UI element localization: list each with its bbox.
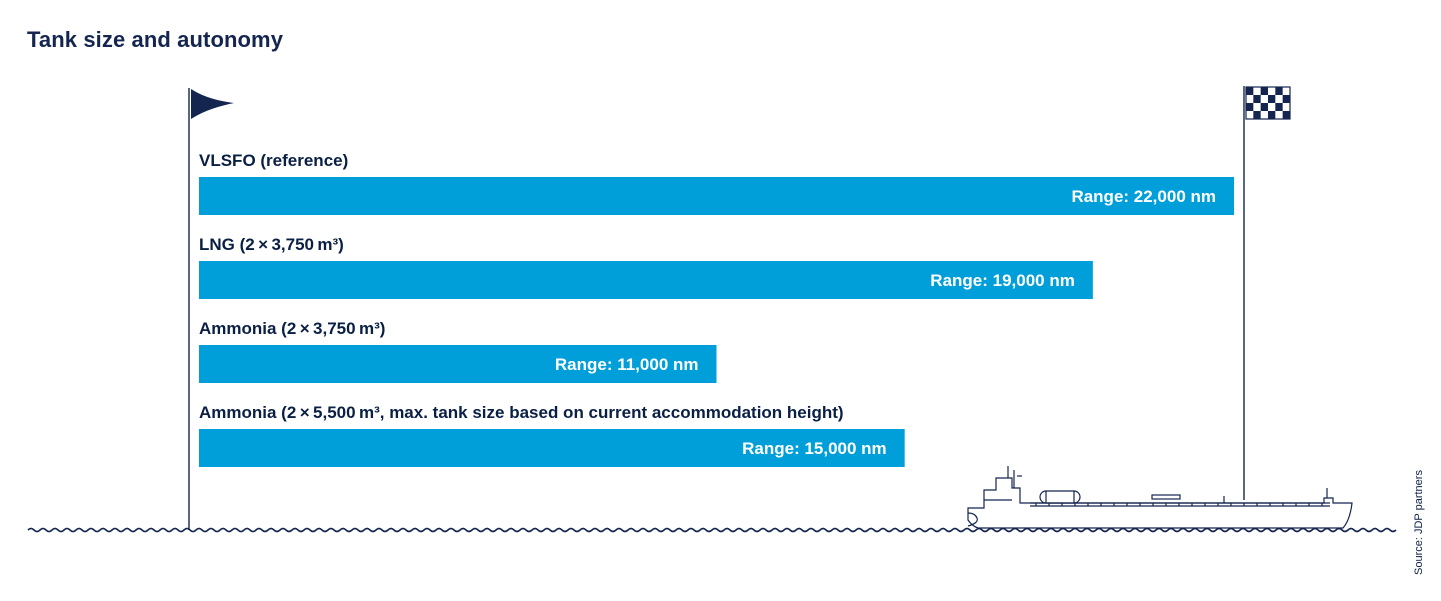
checker-square [1261, 87, 1268, 95]
checker-square [1261, 103, 1268, 111]
range-value-label: Range: 19,000 nm [930, 271, 1075, 290]
range-value-label: Range: 15,000 nm [742, 439, 887, 458]
checker-square [1246, 103, 1253, 111]
category-label: Ammonia (2 × 3,750 m³) [199, 319, 386, 338]
range-value-label: Range: 11,000 nm [554, 355, 699, 374]
checker-square [1253, 111, 1260, 119]
checker-square [1268, 95, 1275, 103]
category-label: Ammonia (2 × 5,500 m³, max. tank size based on current accommodation height) [199, 403, 844, 422]
checker-square [1246, 87, 1253, 95]
range-value-label: Range: 22,000 nm [1071, 187, 1216, 206]
category-label: LNG (2 × 3,750 m³) [199, 235, 344, 254]
checker-square [1253, 95, 1260, 103]
tanker-ship-icon [968, 466, 1352, 528]
checker-square [1275, 87, 1282, 95]
checker-square [1283, 95, 1290, 103]
checkered-finish-flag-icon [1244, 86, 1290, 500]
category-label: VLSFO (reference) [199, 151, 349, 170]
chart-title: Tank size and autonomy [27, 27, 284, 52]
checker-square [1275, 103, 1282, 111]
source-note: Source: JDP partners [1413, 470, 1425, 575]
checker-square [1283, 111, 1290, 119]
bar-series [199, 151, 1234, 467]
sea-wave-line [28, 529, 1396, 532]
checker-square [1268, 111, 1275, 119]
